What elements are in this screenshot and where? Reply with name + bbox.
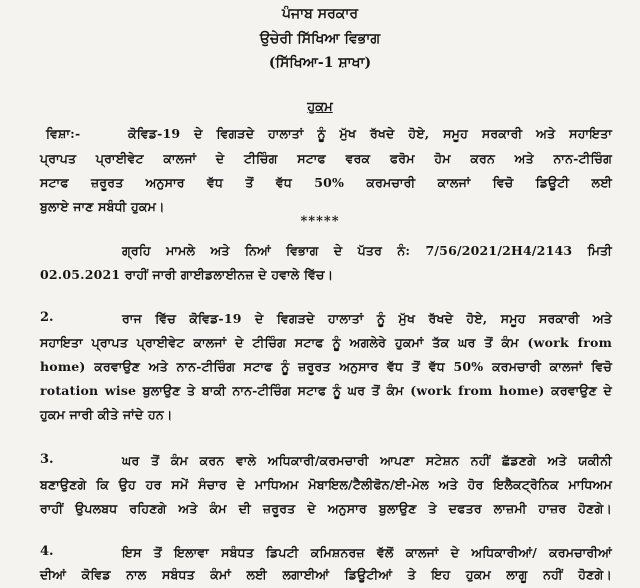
- paragraph-line: ਰਾਹੀਂ ਉਪਲਬਧ ਰਹਿਣਗੇ ਅਤੇ ਕੰਮ ਦੀ ਜ਼ਰੂਰਤ ਦੇ ਅਨੁਸਾਰ ਬੁਲਾਉਣ ਤੇ ਦਫਤਰ ਲਾਜ਼ਮੀ ਹਾਜ਼ਰ ਹੋਣਗੇ।: [40, 501, 612, 516]
- paragraph-line: ਸਹਾਇਤਾ ਪ੍ਰਾਪਤ ਪ੍ਰਾਈਵੇਟ ਕਾਲਜਾਂ ਦੇ ਟੀਚਿੰਗ ਸਟਾਫ ਨੂੰ ਅਗਲੇਰੇ ਹੁਕਮਾਂ ਤੱਕ ਘਰ ਤੋਂ ਕੰਮ (work from: [40, 335, 612, 350]
- separator: *****: [300, 214, 340, 229]
- header-department: ਉਚੇਰੀ ਸਿੱਖਿਆ ਵਿਭਾਗ: [259, 31, 381, 47]
- header-branch: (ਸਿੱਖਿਆ-1 ਸ਼ਾਖਾ): [268, 55, 372, 71]
- paragraph-line: ਘਰ ਤੋਂ ਕੰਮ ਕਰਨ ਵਾਲੇ ਅਧਿਕਾਰੀ/ਕਰਮਚਾਰੀ ਆਪਣਾ ਸਟੇਸ਼ਨ ਨਹੀਂ ਛੱਡਣਗੇ ਅਤੇ ਯਕੀਨੀ: [122, 453, 612, 468]
- paragraph-line: ਦੀਆਂ ਕੋਵਿਡ ਨਾਲ ਸਬੰਧਤ ਕੰਮਾਂ ਲਈ ਲਗਾਈਆਂ ਡਿਊਟੀਆਂ ਤੇ ਇਹ ਹੁਕਮ ਲਾਗੂ ਨਹੀਂ ਹੋਣਗੇ।: [40, 567, 612, 582]
- paragraph-line: ਹੁਕਮ ਜਾਰੀ ਕੀਤੇ ਜਾਂਦੇ ਹਨ।: [40, 407, 173, 422]
- subject-line: ਬੁਲਾਏ ਜਾਣ ਸਬੰਧੀ ਹੁਕਮ।: [40, 199, 165, 214]
- paragraph-line: ਬਣਾਉਣਗੇ ਕਿ ਉਹ ਹਰ ਸਮੇਂ ਸੰਚਾਰ ਦੇ ਮਾਧਿਅਮ ਮੋਬਾਇਲ/ਟੈਲੀਫੋਨ/ਈ-ਮੇਲ ਅਤੇ ਹੋਰ ਇਲੈਕਟ੍ਰੋਨਿਕ ਮਾਧਿਅਮ: [40, 477, 612, 492]
- paragraph-number: 4.: [40, 544, 54, 559]
- paragraph-line: ਇਸ ਤੋਂ ਇਲਾਵਾ ਸਬੰਧਤ ਡਿਪਟੀ ਕਮਿਸ਼ਨਰਜ਼ ਵੱਲੋਂ ਕਾਲਜਾਂ ਦੇ ਅਧਿਕਾਰੀਆਂ/ ਕਰਮਚਾਰੀਆਂ: [122, 545, 612, 560]
- intro-line: 02.05.2021 ਰਾਹੀਂ ਜਾਰੀ ਗਾਈਡਲਾਈਨਜ਼ ਦੇ ਹਵਾਲੇ ਵਿੱਚ।: [40, 267, 334, 282]
- paragraph-line: rotation wise ਬੁਲਾਉਣ ਤੇ ਬਾਕੀ ਨਾਨ-ਟੀਚਿੰਗ ਸਟਾਫ ਨੂੰ ਘਰ ਤੋਂ ਕੰਮ (work from home) ਕਰਵਾਉਣ ਦੇ: [40, 383, 612, 398]
- subject-line: ਸਟਾਫ ਜ਼ਰੂਰਤ ਅਨੁਸਾਰ ਵੱਧ ਤੋਂ ਵੱਧ 50% ਕਰਮਚਾਰੀ ਕਾਲਜਾਂ ਵਿਚੋ ਡਿਊਟੀ ਲਈ: [40, 175, 612, 190]
- order-heading: ਹੁਕਮ: [307, 100, 333, 115]
- subject-line: ਪ੍ਰਾਪਤ ਪ੍ਰਾਈਵੇਟ ਕਾਲਜਾਂ ਦੇ ਟੀਚਿੰਗ ਸਟਾਫ ਵਰਕ ਫਰੋਮ ਹੋਮ ਕਰਨ ਅਤੇ ਨਾਨ-ਟੀਚਿੰਗ: [40, 151, 612, 166]
- subject-label: ਵਿਸ਼ਾ:-: [46, 126, 81, 141]
- header-government: ਪੰਜਾਬ ਸਰਕਾਰ: [281, 6, 359, 22]
- subject-line: ਕੋਵਿਡ-19 ਦੇ ਵਿਗੜਦੇ ਹਾਲਾਤਾਂ ਨੂੰ ਮੁੱਖ ਰੱਖਦੇ ਹੋਏ, ਸਮੂਹ ਸਰਕਾਰੀ ਅਤੇ ਸਹਾਇਤਾ: [128, 126, 612, 141]
- paragraph-number: 2.: [40, 310, 54, 325]
- paragraph-line: ਰਾਜ ਵਿੱਚ ਕੋਵਿਡ-19 ਦੇ ਵਿਗੜਦੇ ਹਾਲਾਤਾਂ ਨੂੰ ਮੁੱਖ ਰੱਖਦੇ ਹੋਏ, ਸਮੂਹ ਸਰਕਾਰੀ ਅਤੇ: [122, 311, 612, 326]
- paragraph-number: 3.: [40, 452, 54, 467]
- intro-line: ਗ੍ਰਹਿ ਮਾਮਲੇ ਅਤੇ ਨਿਆਂ ਵਿਭਾਗ ਦੇ ਪੱਤਰ ਨੰ: 7/56/2021/2H4/2143 ਮਿਤੀ: [122, 243, 612, 258]
- paragraph-line: home) ਕਰਵਾਉਣ ਅਤੇ ਨਾਨ-ਟੀਚਿੰਗ ਸਟਾਫ ਨੂੰ ਜ਼ਰੂਰਤ ਅਨੁਸਾਰ ਵੱਧ ਤੋਂ ਵੱਧ 50% ਕਰਮਚਾਰੀ ਕਾਲਜਾਂ ਵਿਚੋ: [40, 359, 612, 374]
